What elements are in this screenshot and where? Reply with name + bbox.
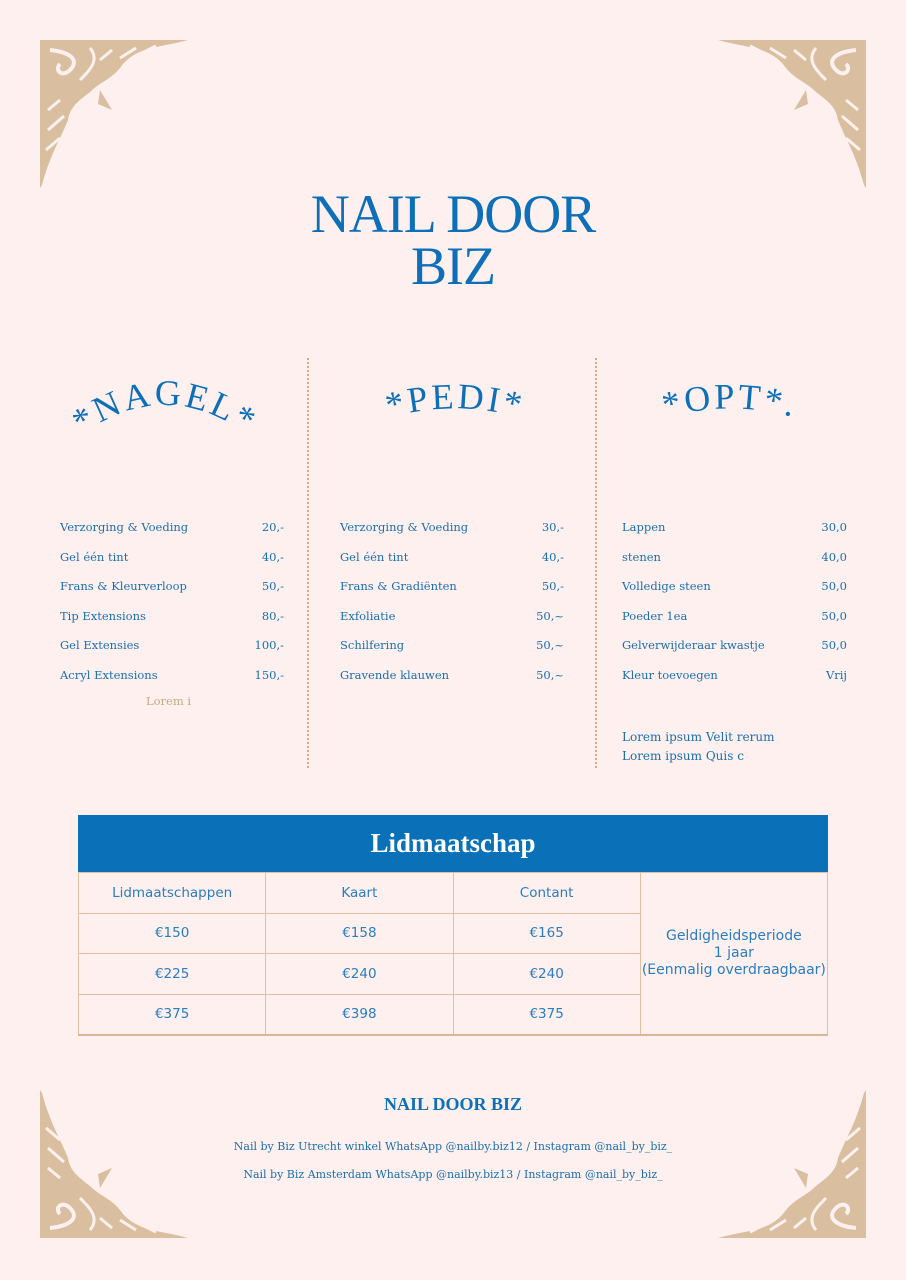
table-cell: €375 [453, 994, 640, 1035]
service-price: 50,0 [821, 608, 847, 623]
price-row [60, 638, 284, 668]
service-price: 50,- [261, 579, 284, 594]
membership-title: Lidmaatschap [78, 815, 828, 872]
service-name: Frans & Kleurverloop [60, 579, 187, 594]
service-name: Gel Extensies [60, 638, 140, 653]
footer-title: NAIL DOOR BIZ [383, 1094, 523, 1114]
service-name: Gel één tint [60, 549, 129, 564]
service-price: 100,- [254, 638, 284, 653]
service-name: Tip Extensions [60, 608, 146, 623]
service-price: 50,0 [821, 579, 847, 594]
table-cell: €225 [79, 954, 266, 995]
service-price: 80,- [261, 608, 284, 623]
table-cell: €398 [266, 994, 453, 1035]
service-name: Verzorging & Voeding [340, 520, 469, 534]
nagel-price-list [60, 520, 284, 708]
table-cell: €165 [453, 913, 640, 954]
price-row [622, 668, 847, 698]
column-header: Kaart [266, 873, 453, 914]
price-row [60, 520, 284, 550]
divider [595, 358, 597, 768]
service-name: Gravende klauwen [340, 667, 450, 682]
service-name: Exfoliatie [340, 608, 396, 623]
table-cell: €375 [79, 994, 266, 1035]
service-name: Verzorging & Voeding [60, 520, 189, 534]
validity-period: 1 jaar [713, 944, 754, 961]
table-cell: €240 [453, 954, 640, 995]
note: Lorem ipsum Velit rerum [622, 729, 775, 744]
price-row [60, 579, 284, 609]
service-price: 150,- [254, 667, 284, 682]
price-row [60, 609, 284, 639]
service-price: Vrij [825, 667, 847, 682]
price-row [340, 609, 564, 639]
service-name: Poeder 1ea [622, 608, 688, 623]
price-row [340, 638, 564, 668]
service-price: 40,- [541, 549, 564, 564]
svg-text:*OPT*.: *OPT*. [658, 376, 803, 426]
title-line-2: BIZ [411, 236, 495, 296]
service-name: Volledige steen [622, 579, 711, 594]
section-heading-opt [625, 370, 835, 450]
service-name: stenen [622, 549, 661, 564]
service-name: Frans & Gradiënten [340, 579, 457, 594]
table-cell: €240 [266, 954, 453, 995]
service-price: 50,~ [536, 638, 564, 653]
svg-text:*NAGEL*: *NAGEL* [64, 372, 266, 442]
price-row [622, 638, 847, 668]
page-title [0, 184, 906, 296]
service-name: Gelverwijderaar kwastje [622, 638, 765, 653]
price-row [340, 668, 564, 698]
note: Lorem ipsum Quis c [622, 748, 744, 763]
price-row [340, 550, 564, 580]
service-name: Gel één tint [340, 549, 409, 564]
price-row [622, 579, 847, 609]
service-price: 50,~ [536, 608, 564, 623]
divider [307, 358, 309, 768]
service-name: Acryl Extensions [60, 667, 158, 682]
table-header-row [79, 873, 828, 914]
opt-price-list [622, 520, 847, 766]
service-price: 40,- [261, 549, 284, 564]
footer-contact-line: Nail by Biz Amsterdam WhatsApp @nailby.biz13 / Instagram @nail_by_biz_ [243, 1168, 663, 1181]
service-price: 30,0 [821, 520, 847, 534]
validity-note: (Eenmalig overdraagbaar) [641, 961, 826, 978]
service-price: 40,0 [821, 549, 847, 564]
service-name: Lappen [622, 520, 666, 534]
note: Lorem i [146, 693, 192, 708]
price-row [340, 520, 564, 550]
corner-ornament-icon [718, 40, 866, 188]
membership-table [78, 815, 828, 1036]
table-cell: €150 [79, 913, 266, 954]
service-price: 30,- [541, 520, 564, 534]
column-header: Lidmaatschappen [79, 873, 266, 914]
price-row [622, 609, 847, 639]
corner-ornament-icon [40, 40, 188, 188]
service-name: Kleur toevoegen [622, 667, 718, 682]
pedi-price-list [340, 520, 564, 698]
svg-text:*PEDI*: *PEDI* [381, 376, 529, 426]
price-row [340, 579, 564, 609]
table-cell: €158 [266, 913, 453, 954]
service-price: 50,- [541, 579, 564, 594]
price-row [622, 550, 847, 580]
column-header: Contant [453, 873, 640, 914]
title-line-1: NAIL DOOR [310, 184, 596, 244]
section-heading-nagel [60, 370, 270, 450]
price-row [60, 550, 284, 580]
service-price: 50,0 [821, 638, 847, 653]
service-price: 50,~ [536, 667, 564, 682]
service-price: 20,- [261, 520, 284, 534]
price-row [622, 520, 847, 550]
validity-label: Geldigheidsperiode [665, 927, 802, 944]
validity-cell [640, 873, 827, 1035]
footer-contact-line: Nail by Biz Utrecht winkel WhatsApp @nailby.biz12 / Instagram @nail_by_biz_ [233, 1140, 673, 1153]
section-heading-pedi [350, 370, 560, 450]
service-name: Schilfering [340, 638, 405, 653]
